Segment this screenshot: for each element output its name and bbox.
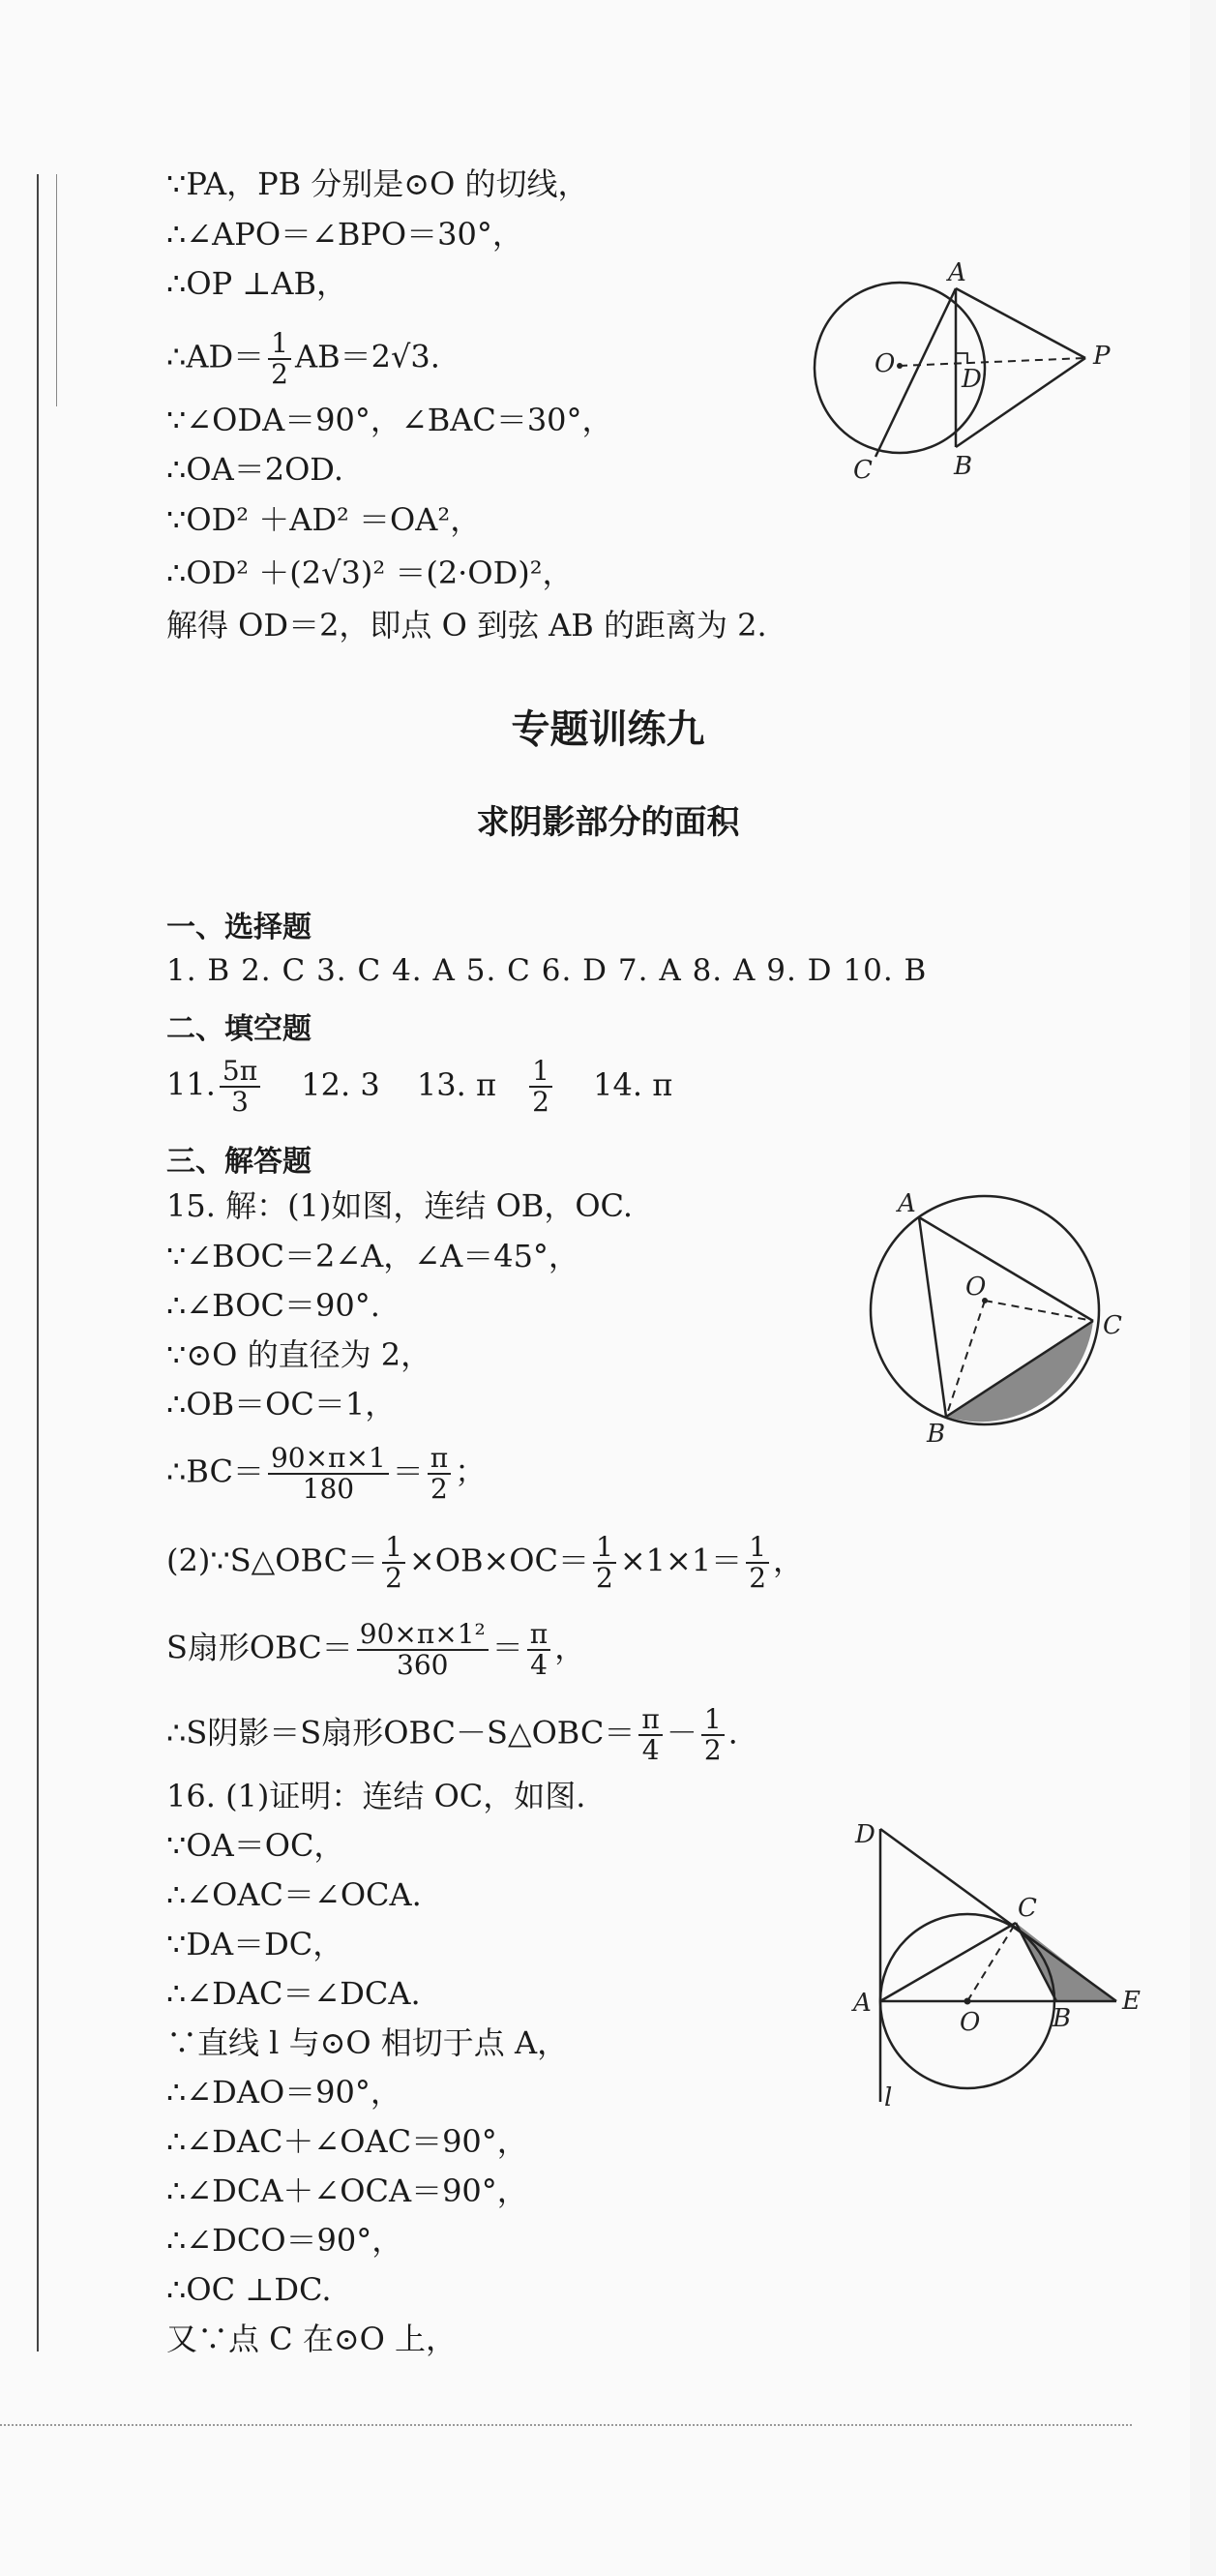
text-line: ∴OP ⊥AB，	[166, 265, 348, 302]
denominator: 180	[302, 1473, 355, 1505]
text-segment: AB＝2√3.	[294, 338, 440, 375]
fraction	[527, 1620, 550, 1680]
label-c: C	[853, 456, 873, 484]
text-segment: ∴S阴影＝S扇形OBC－S△OBC＝	[166, 1714, 636, 1752]
text-line: ∴∠OAC＝∠OCA.	[166, 1876, 422, 1913]
segment-de	[880, 1829, 1116, 2001]
label-b: B	[927, 1420, 946, 1442]
fraction	[268, 329, 291, 389]
fraction	[357, 1620, 489, 1680]
text-line: ∵DA＝DC，	[166, 1926, 344, 1962]
denominator: 2	[749, 1562, 767, 1594]
text-line: ∴∠DAO＝90°，	[166, 2074, 401, 2111]
text-line: 又∵点 C 在⊙O 上，	[166, 2321, 458, 2357]
figure-tangent-line	[842, 1819, 1151, 2110]
answer-12: 12. 3	[301, 1065, 380, 1103]
label-d: D	[855, 1820, 875, 1849]
text-segment: ∴BC＝	[166, 1453, 264, 1490]
denominator: 2	[596, 1562, 613, 1594]
center-point	[964, 1998, 971, 2005]
fraction	[428, 1444, 451, 1504]
label-a: A	[898, 1189, 916, 1218]
figure-inscribed-triangle	[851, 1181, 1142, 1442]
text-segment: (2)∵S△OBC＝	[166, 1542, 379, 1579]
label-e: E	[1122, 1987, 1141, 2016]
text-line: ∴∠DAC＋∠OAC＝90°，	[166, 2123, 528, 2160]
side-ab	[919, 1217, 946, 1417]
denominator: 4	[530, 1649, 548, 1681]
text-segment: .	[727, 1714, 738, 1752]
denominator: 2	[385, 1562, 402, 1594]
denominator: 2	[271, 358, 288, 390]
numerator: 1	[268, 329, 291, 360]
label-a: A	[948, 261, 966, 287]
numerator: 5π	[220, 1057, 260, 1088]
text-line: ∴∠DCA＋∠OCA＝90°，	[166, 2172, 528, 2209]
section-heading: 三、解答题	[166, 1145, 311, 1179]
denominator: 2	[430, 1473, 448, 1505]
text-line: ∵∠ODA＝90°，∠BAC＝30°，	[166, 402, 613, 438]
text-segment: ＝	[392, 1453, 424, 1490]
text-line: ∴∠DCO＝90°，	[166, 2222, 403, 2259]
label-b: B	[954, 452, 973, 481]
figure-tangent-circle	[813, 261, 1132, 484]
label-c: C	[1018, 1894, 1037, 1923]
numerator: 1	[529, 1057, 552, 1088]
text-line: 解得 OD＝2，即点 O 到弦 AB 的距离为 2.	[166, 607, 767, 644]
fraction	[382, 1533, 405, 1593]
numerator: 90×π×1	[268, 1444, 389, 1475]
denominator: 360	[397, 1649, 449, 1681]
page-subtitle: 求阴影部分的面积	[476, 803, 740, 842]
label-p: P	[1093, 342, 1111, 371]
page-bottom-divider	[0, 2424, 1132, 2426]
text-line: ∴∠APO＝∠BPO＝30°，	[166, 216, 523, 253]
fraction	[701, 1705, 725, 1765]
text-line	[166, 1533, 804, 1593]
text-line: ∴OC ⊥DC.	[166, 2271, 332, 2308]
text-line: ∴∠BOC＝90°.	[166, 1287, 380, 1324]
page-title: 专题训练九	[511, 707, 705, 752]
right-angle-mark	[956, 353, 967, 364]
fraction	[529, 1057, 552, 1117]
fraction	[746, 1533, 769, 1593]
numerator: π	[527, 1620, 550, 1651]
text-line	[166, 1620, 585, 1680]
text-segment: S扇形OBC＝	[166, 1629, 353, 1666]
label-b: B	[1053, 2004, 1072, 2033]
center-point	[897, 363, 903, 369]
text-line: 15. 解：(1)如图，连结 OB，OC.	[166, 1187, 634, 1224]
label-o: O	[960, 2008, 981, 2037]
label-d: D	[962, 365, 982, 394]
text-segment: ∴AD＝	[166, 338, 265, 375]
text-segment: －	[666, 1714, 697, 1752]
numerator: π	[638, 1705, 662, 1736]
text-segment: ×OB×OC＝	[408, 1542, 589, 1579]
text-line: ∵直线 l 与⊙O 相切于点 A，	[166, 2024, 569, 2061]
text-line: ∵OD² ＋AD² ＝OA²，	[166, 501, 482, 538]
text-line	[166, 1705, 738, 1765]
fill-answers	[166, 1057, 672, 1117]
answer-14: 14. π	[593, 1065, 673, 1103]
text-line: ∴OD² ＋(2√3)² ＝(2·OD)²，	[166, 554, 574, 591]
choice-answers: 1. B 2. C 3. C 4. A 5. C 6. D 7. A 8. A 9. D 10. B	[166, 953, 928, 988]
text-line	[166, 329, 440, 389]
section-heading: 一、选择题	[166, 911, 311, 944]
answer-11-label: 11.	[166, 1065, 216, 1103]
text-line: ∵⊙O 的直径为 2，	[166, 1336, 432, 1373]
text-line: ∵∠BOC＝2∠A，∠A＝45°，	[166, 1238, 579, 1274]
text-line: ∴OB＝OC＝1，	[166, 1386, 397, 1423]
denominator: 2	[532, 1086, 549, 1118]
denominator: 2	[703, 1734, 722, 1766]
fraction	[220, 1057, 260, 1117]
text-segment: ×1×1＝	[619, 1542, 743, 1579]
radius-oc	[967, 1923, 1016, 2001]
text-line	[166, 1444, 486, 1504]
label-o: O	[965, 1273, 987, 1302]
numerator: 1	[382, 1533, 405, 1564]
numerator: π	[428, 1444, 451, 1475]
label-l: l	[884, 2083, 893, 2110]
answer-13: 13. π	[416, 1065, 496, 1103]
section-heading: 二、填空题	[166, 1012, 311, 1046]
tangent-pa	[956, 288, 1085, 358]
text-segment: ，	[773, 1542, 805, 1579]
denominator: 4	[641, 1734, 660, 1766]
label-a: A	[853, 1989, 872, 2018]
text-segment: ，	[554, 1629, 586, 1666]
margin-rule-inner	[56, 174, 57, 406]
denominator: 3	[231, 1086, 249, 1118]
segment-op	[900, 358, 1085, 366]
text-line: 16. (1)证明：连结 OC，如图.	[166, 1778, 586, 1814]
side-ac	[919, 1217, 1093, 1321]
fraction	[268, 1444, 389, 1504]
label-o: O	[875, 349, 896, 378]
numerator: 90×π×1²	[357, 1620, 489, 1651]
text-line: ∴OA＝2OD.	[166, 451, 343, 488]
numerator: 1	[701, 1705, 725, 1736]
text-line: ∵OA＝OC，	[166, 1827, 345, 1864]
text-segment: ；	[455, 1453, 487, 1490]
chord-ac	[880, 1923, 1016, 2001]
text-segment: ＝	[491, 1629, 523, 1666]
numerator: 1	[593, 1533, 616, 1564]
label-c: C	[1103, 1311, 1122, 1340]
fraction	[593, 1533, 616, 1593]
margin-rule	[37, 174, 39, 2351]
numerator: 1	[746, 1533, 769, 1564]
text-line: ∴∠DAC＝∠DCA.	[166, 1975, 421, 2012]
fraction	[638, 1705, 662, 1765]
text-line: ∵PA，PB 分别是⊙O 的切线，	[166, 165, 589, 202]
